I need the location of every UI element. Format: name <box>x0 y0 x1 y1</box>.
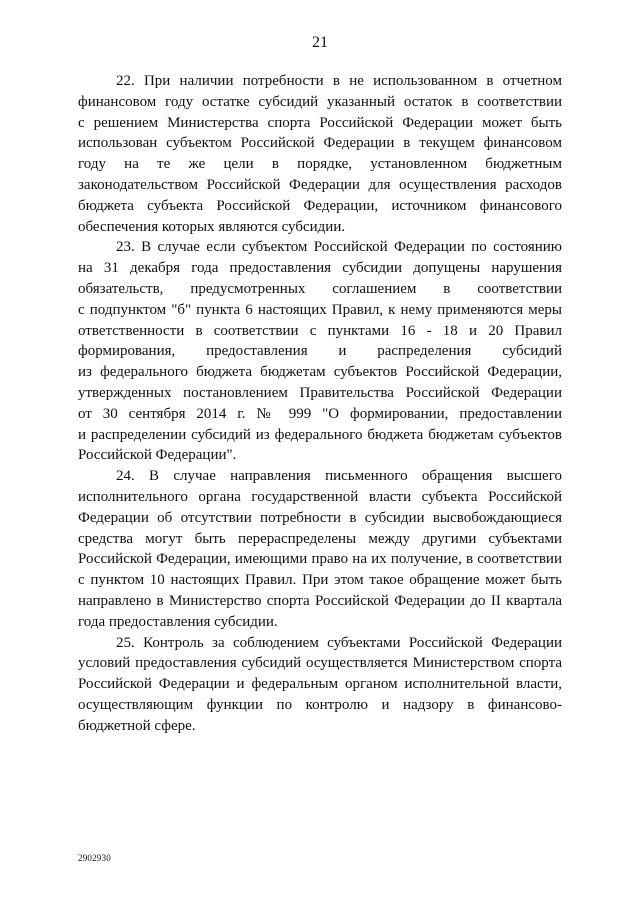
paragraph-25 <box>78 633 562 737</box>
paragraph-22 <box>78 71 562 237</box>
text-line: средства могут быть перераспределены между другими субъектами <box>78 530 562 547</box>
text-line: бюджета субъекта Российской Федерации, источником финансового <box>78 197 562 214</box>
text-line: году на те же цели в порядке, установленном бюджетным <box>78 156 562 173</box>
text-line: и распределении субсидий из федерального бюджета бюджетам субъектов <box>78 426 562 443</box>
text-line: года предоставления субсидии. <box>78 613 278 630</box>
paragraph-23 <box>78 237 562 466</box>
text-line: 24. В случае направления письменного обращения высшего <box>116 468 562 485</box>
text-line: направлено в Министерство спорта Российской Федерации до II квартала <box>78 592 562 609</box>
text-line: Российской Федерации и федеральным органом исполнительной власти, <box>78 676 562 693</box>
text-line: 22. При наличии потребности в не использованном в отчетном <box>116 73 562 89</box>
text-line: Российской Федерации". <box>78 447 237 464</box>
text-line: использован субъектом Российской Федерации в текущем финансовом <box>78 135 562 152</box>
text-line: Российской Федерации, имеющими право на их получение, в соответствии <box>78 551 562 568</box>
text-line: условий предоставления субсидий осуществляется Министерством спорта <box>78 655 562 672</box>
text-line: на 31 декабря года предоставления субсидии допущены нарушения <box>78 260 562 277</box>
text-line: с пунктом 10 настоящих Правил. При этом такое обращение может быть <box>78 572 562 589</box>
text-line: обязательств, предусмотренных соглашением в соответствии <box>78 280 562 297</box>
text-line: от 30 сентября 2014 г. № 999 "О формировании, предоставлении <box>78 405 562 422</box>
text-line: с решением Министерства спорта Российской Федерации может быть <box>78 114 562 131</box>
document-body <box>78 71 562 737</box>
text-line: 25. Контроль за соблюдением субъектами Российской Федерации <box>116 634 562 651</box>
text-line: финансовом году остатке субсидий указанный остаток в соответствии <box>78 93 562 110</box>
text-line: исполнительного органа государственной власти субъекта Российской <box>78 488 562 505</box>
text-line: бюджетной сфере. <box>78 717 196 734</box>
text-line: утвержденных постановлением Правительства Российской Федерации <box>78 384 562 401</box>
text-line: с подпунктом "б" пункта 6 настоящих Правил, к нему применяются меры <box>78 301 562 318</box>
document-footer-code: 2902930 <box>78 853 111 863</box>
text-line: обеспечения которых являются субсидии. <box>78 218 346 235</box>
text-line: законодательством Российской Федерации для осуществления расходов <box>78 176 562 193</box>
page-number: 21 <box>312 34 328 51</box>
text-line: формирования, предоставления и распределения субсидий <box>78 343 562 360</box>
paragraph-24 <box>78 466 562 632</box>
text-line: 23. В случае если субъектом Российской Федерации по состоянию <box>116 239 562 256</box>
text-line: Федерации об отсутствии потребности в субсидии высвобождающиеся <box>78 509 562 526</box>
text-line: осуществляющим функции по контролю и надзору в финансово- <box>78 696 562 713</box>
text-line: ответственности в соответствии с пунктами 16 - 18 и 20 Правил <box>78 322 562 339</box>
text-line: из федерального бюджета бюджетам субъектов Российской Федерации, <box>78 364 562 381</box>
